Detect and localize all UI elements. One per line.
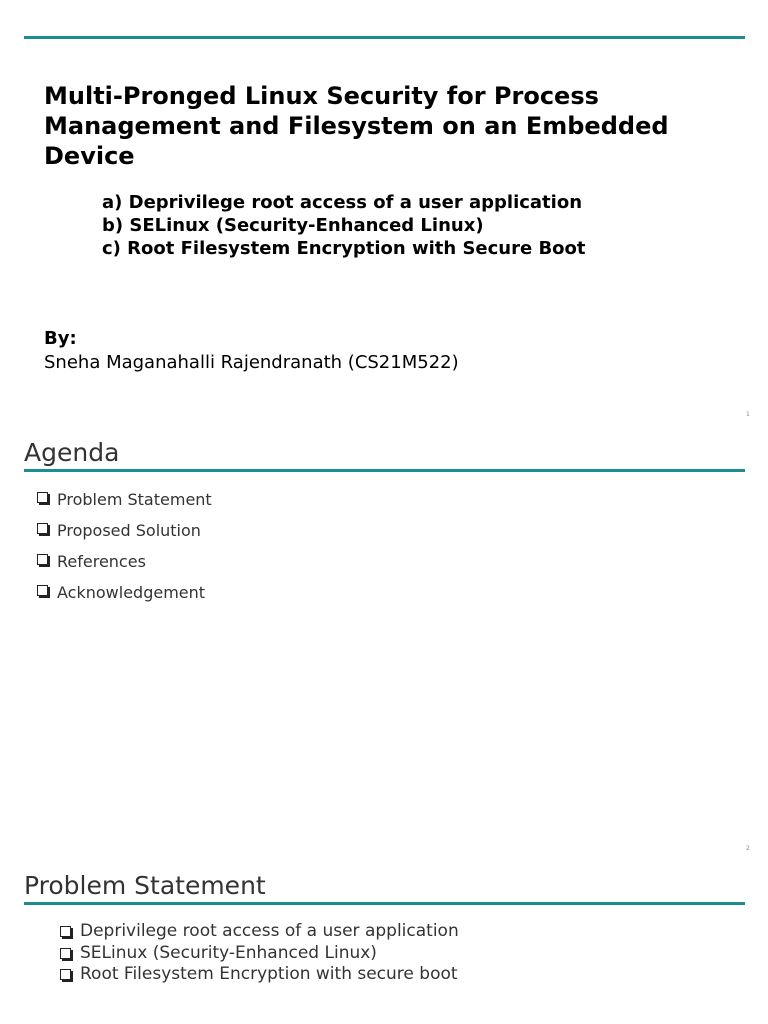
agenda-item-label: Proposed Solution <box>57 521 201 540</box>
problem-statement-list <box>60 921 459 986</box>
slide2-title: Agenda <box>24 438 120 467</box>
slide2-page-number: 2 <box>746 845 750 852</box>
checkbox-bullet-icon <box>60 948 71 959</box>
agenda-item-proposed-solution <box>37 519 212 550</box>
problem-item-selinux <box>60 943 459 965</box>
slide3-title: Problem Statement <box>24 871 266 900</box>
checkbox-bullet-icon <box>37 492 48 503</box>
agenda-item-label: Acknowledgement <box>57 583 206 602</box>
agenda-list <box>37 488 212 612</box>
slide3-title-rule <box>24 902 745 905</box>
agenda-item-problem-statement <box>37 488 212 519</box>
slide1-title: Multi-Pronged Linux Security for Process Management and Filesystem on an Embedded Device <box>44 82 669 170</box>
slide1-page-number: 1 <box>746 411 750 418</box>
problem-item-label: Root Filesystem Encryption with secure boot <box>80 964 458 984</box>
slide1-subitem-c: c) Root Filesystem Encryption with Secure Boot <box>102 238 586 259</box>
slide1-subitem-a: a) Deprivilege root access of a user application <box>102 192 583 213</box>
problem-item-label: Deprivilege root access of a user application <box>80 921 459 941</box>
slide1-subitem-b: b) SELinux (Security-Enhanced Linux) <box>102 215 484 236</box>
agenda-item-label: References <box>57 552 146 571</box>
slide1-by-label: By: <box>44 328 77 349</box>
slide1-top-rule <box>24 36 745 39</box>
checkbox-bullet-icon <box>60 969 71 980</box>
checkbox-bullet-icon <box>60 926 71 937</box>
agenda-item-acknowledgement <box>37 581 212 612</box>
agenda-item-references <box>37 550 212 581</box>
checkbox-bullet-icon <box>37 554 48 565</box>
slide1-author: Sneha Maganahalli Rajendranath (CS21M522) <box>44 352 459 373</box>
agenda-item-label: Problem Statement <box>57 490 212 509</box>
problem-item-encryption <box>60 964 459 986</box>
problem-item-deprivilege <box>60 921 459 943</box>
checkbox-bullet-icon <box>37 585 48 596</box>
problem-item-label: SELinux (Security-Enhanced Linux) <box>80 942 377 963</box>
slide1-subitems <box>102 191 586 260</box>
slide2-title-rule <box>24 469 745 472</box>
checkbox-bullet-icon <box>37 523 48 534</box>
